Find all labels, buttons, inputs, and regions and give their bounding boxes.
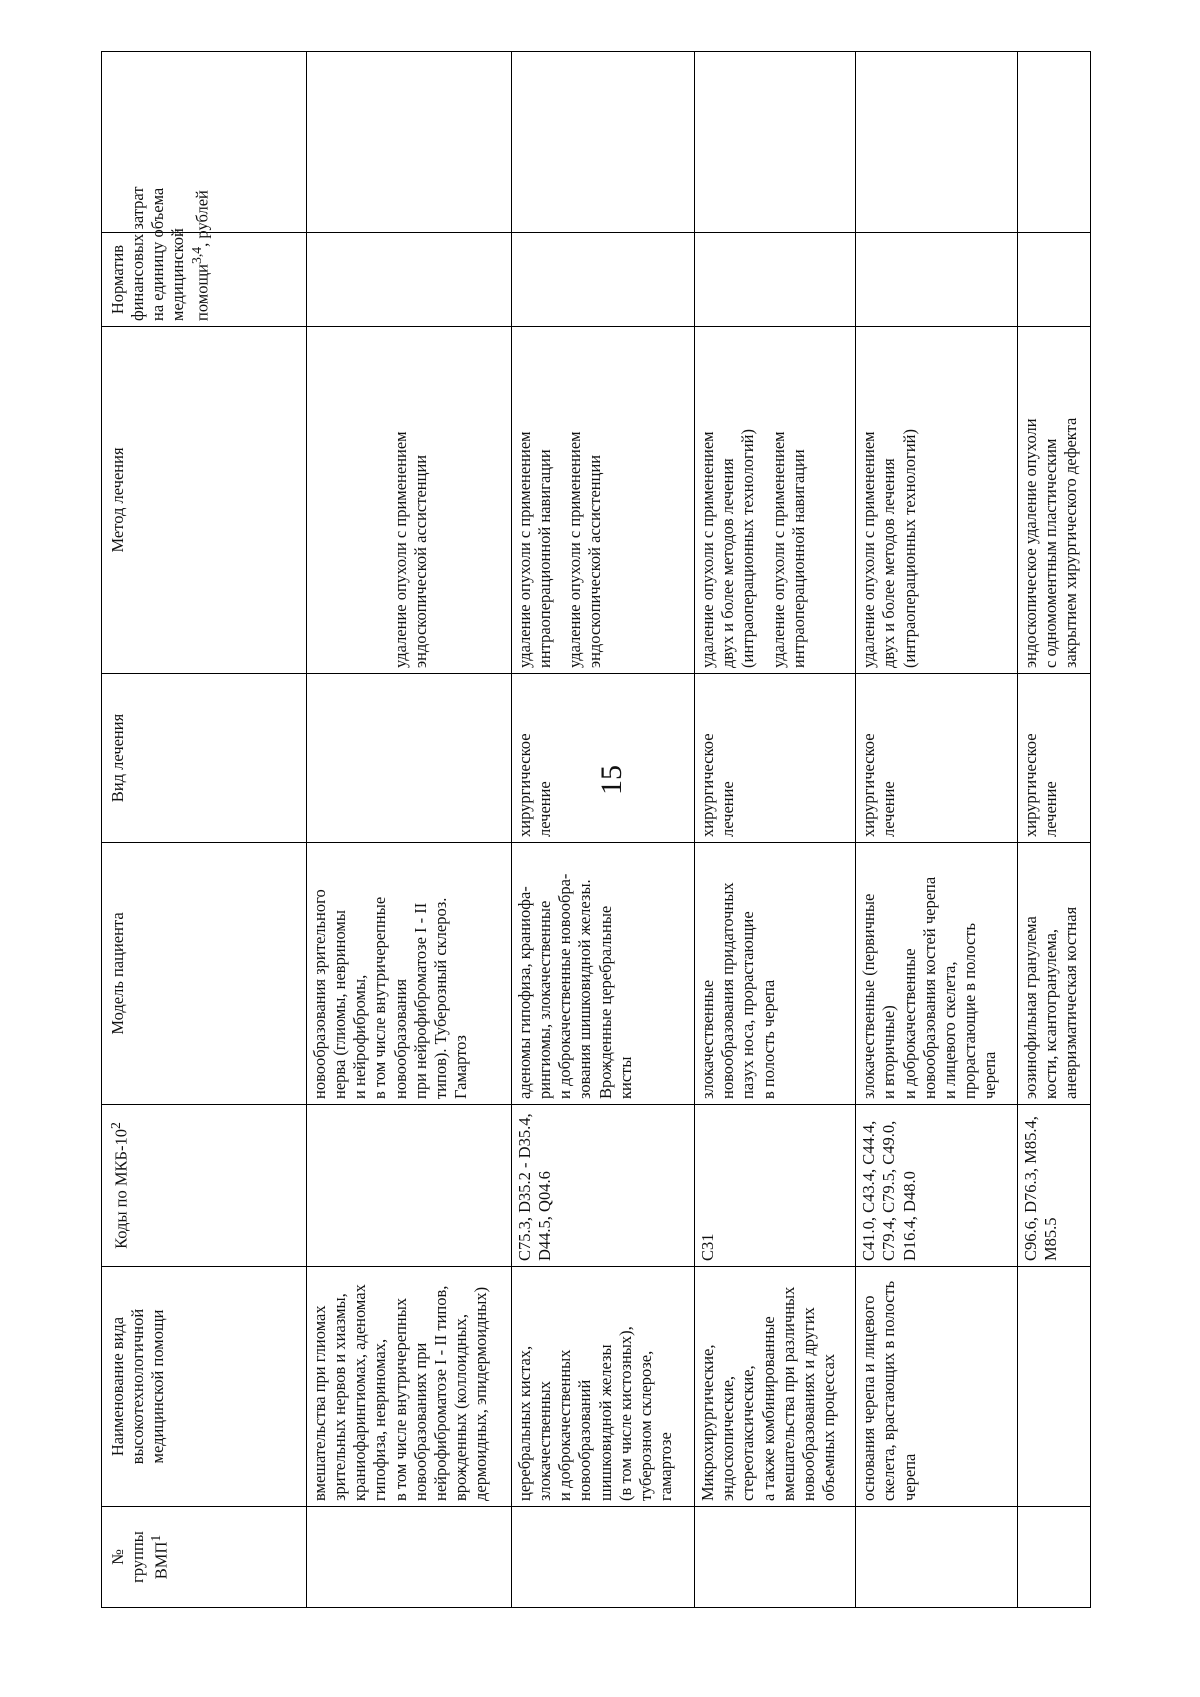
text-line: и доброкачественные xyxy=(899,948,919,1099)
text-line: краниофарингиомах, аденомах xyxy=(350,1284,370,1501)
treatment-method-cell xyxy=(512,327,695,674)
text-line: прорастающие в полость xyxy=(959,922,979,1099)
text-line: черепа xyxy=(980,1051,1000,1099)
treatment-type-cell xyxy=(695,674,856,843)
text-line: Гамартоз xyxy=(450,1035,470,1099)
treatment-type-cell xyxy=(856,674,1017,843)
text-line: и нейрофибромы, xyxy=(350,974,370,1099)
icd-codes-cell xyxy=(1017,1105,1091,1267)
text-line: D16.4, D48.0 xyxy=(899,1171,919,1261)
icd-codes-cell xyxy=(512,1105,695,1267)
treatment-type-cell xyxy=(1017,674,1091,843)
header-group-number: № группы ВМП$^1$ xyxy=(102,1507,307,1608)
text-line: новообразования придаточных xyxy=(718,882,738,1099)
vmp-table xyxy=(101,51,1091,1608)
text-line: кисты xyxy=(615,1056,635,1099)
text-line: C79.4, C79.5, C49.0, xyxy=(879,1120,899,1261)
text-line: новообразованиях и других xyxy=(798,1307,818,1501)
text-line: C75.3, D35.2 - D35.4, xyxy=(515,1113,535,1261)
text-line: (в том числе кистозных), xyxy=(615,1326,635,1501)
text-line: при нейрофиброматозе I - II xyxy=(410,902,430,1099)
cost-norm-cell xyxy=(512,233,695,327)
group-number-cell xyxy=(512,1507,695,1608)
text-line: вмешательства при глиомах xyxy=(310,1305,329,1501)
vmp-name-cell xyxy=(307,1267,512,1507)
header-row xyxy=(102,52,307,1608)
method-paragraph xyxy=(859,332,919,668)
text-line: злокачественные xyxy=(698,979,718,1099)
text-line: аневризматическая костная xyxy=(1060,906,1080,1099)
patient-model-cell xyxy=(307,843,512,1105)
patient-model-cell xyxy=(1017,843,1091,1105)
treatment-method-cell xyxy=(856,327,1017,674)
text-line: нерва (глиомы, невриномы xyxy=(330,910,350,1099)
text-line: лечение xyxy=(1040,781,1060,837)
text-line: D44.5, Q04.6 xyxy=(535,1171,555,1261)
header-treatment-method: Метод лечения xyxy=(102,327,307,674)
text-line: шишковидной железы xyxy=(595,1344,615,1501)
text-line: хирургическое xyxy=(1020,733,1040,837)
icd-codes-cell xyxy=(307,1105,512,1267)
text-line: удаление опухоли с применением xyxy=(698,431,718,668)
icd-codes-cell xyxy=(695,1105,856,1267)
text-line: с одномоментным пластическим xyxy=(1040,438,1060,668)
text-line: новообразования xyxy=(390,978,410,1099)
text-line: (интраоперационных технологий) xyxy=(899,429,919,668)
header-patient-model: Модель пациента xyxy=(102,843,307,1105)
cost-norm-cell xyxy=(856,233,1017,327)
text-line: и вторичные) xyxy=(879,1005,899,1099)
text-line: (интраоперационных технологий) xyxy=(738,429,758,668)
text-line: туберозном склерозе, xyxy=(635,1350,655,1501)
vmp-name-cell xyxy=(695,1267,856,1507)
text-line: эндоскопические, xyxy=(718,1375,738,1501)
text-line: и доброкачественных xyxy=(555,1349,575,1501)
text-line: новообразованиях при xyxy=(410,1342,430,1501)
text-line: хирургическое xyxy=(698,733,718,837)
method-paragraph xyxy=(515,332,555,668)
text-line: эндоскопической ассистенции xyxy=(410,454,430,668)
method-paragraph xyxy=(1021,332,1081,668)
text-line: закрытием хирургического дефекта xyxy=(1060,417,1080,668)
treatment-method-cell xyxy=(695,327,856,674)
rotated-table-container xyxy=(101,52,1091,1608)
cost-norm-cell xyxy=(695,233,856,327)
text-line: удаление опухоли с применением xyxy=(565,431,585,668)
header-treatment-type: Вид лечения xyxy=(102,674,307,843)
text-line: новообразования зрительного xyxy=(310,889,329,1099)
text-line: стереотаксические, xyxy=(738,1365,758,1501)
patient-model-cell xyxy=(856,843,1017,1105)
text-line: черепа xyxy=(899,1453,919,1501)
text-line: новообразований xyxy=(575,1379,595,1501)
text-line: C31 xyxy=(698,1233,718,1261)
text-line: удаление опухоли с применением xyxy=(859,431,879,668)
icd-codes-cell xyxy=(856,1105,1017,1267)
treatment-method-cell xyxy=(307,327,512,674)
text-line: а также комбинированные xyxy=(758,1316,778,1501)
method-paragraph xyxy=(565,332,605,668)
cost-norm-cell xyxy=(307,233,512,327)
table-row xyxy=(512,52,695,1608)
text-line: эозинофильная гранулема xyxy=(1020,916,1040,1099)
text-line xyxy=(330,332,350,668)
table-row xyxy=(695,52,856,1608)
text-line: аденомы гипофиза, краниофа- xyxy=(515,886,535,1099)
text-line: лечение xyxy=(879,781,899,837)
text-line: скелета, врастающих в полость xyxy=(879,1280,899,1501)
header-vmp-name: Наименование вида высокотехнологичной медицинской помощи xyxy=(102,1267,307,1507)
text-line: хирургическое xyxy=(515,733,535,837)
text-line: эндоскопической ассистенции xyxy=(585,454,605,668)
text-line: удаление опухоли с применением xyxy=(768,431,788,668)
text-line: зрительных нервов и хиазмы, xyxy=(330,1293,350,1501)
patient-model-cell xyxy=(695,843,856,1105)
header-icd-codes: Коды по МКБ-$10^2$ xyxy=(102,1105,307,1267)
table-body xyxy=(307,52,1091,1608)
text-line: C96.6, D76.3, M85.4, xyxy=(1020,1116,1040,1261)
text-line: двух и более методов лечения xyxy=(879,458,899,668)
text-line xyxy=(370,332,390,668)
text-line: нейрофиброматозе I - II типов, xyxy=(430,1285,450,1501)
text-line: хирургическое xyxy=(859,733,879,837)
text-line: удаление опухоли с применением xyxy=(390,431,410,668)
method-paragraph xyxy=(769,332,809,668)
page-number: 15 xyxy=(595,765,628,795)
text-line: церебральных кистах, xyxy=(515,1345,535,1501)
text-line: зования шишковидной железы. xyxy=(575,879,595,1099)
group-number-cell xyxy=(1017,1507,1091,1608)
text-line: гамартозе xyxy=(655,1432,675,1501)
blank-cell xyxy=(307,52,512,233)
text-line: объемных процессах xyxy=(818,1353,838,1501)
text-line: в том числе внутричерепные xyxy=(370,896,390,1099)
text-line: в полость черепа xyxy=(758,979,778,1099)
text-line: злокачественных xyxy=(535,1380,555,1501)
table-row xyxy=(856,52,1017,1608)
text-line: M85.5 xyxy=(1040,1217,1060,1261)
treatment-method-cell xyxy=(1017,327,1091,674)
table-row xyxy=(307,52,512,1608)
text-line: дермоидных, эпидермоидных) xyxy=(471,1286,490,1501)
text-line: типов). Туберозный склероз. xyxy=(430,897,450,1099)
method-paragraph xyxy=(310,332,431,668)
text-line: Микрохирургические, xyxy=(698,1344,718,1501)
text-line xyxy=(310,332,330,668)
treatment-type-cell xyxy=(512,674,695,843)
blank-cell xyxy=(695,52,856,233)
vmp-name-cell xyxy=(512,1267,695,1507)
text-line: врожденных (коллоидных, xyxy=(450,1313,470,1501)
text-line: и лицевого скелета, xyxy=(939,961,959,1099)
group-number-cell xyxy=(307,1507,512,1608)
text-line: двух и более методов лечения xyxy=(718,458,738,668)
vmp-name-cell xyxy=(1017,1267,1091,1507)
blank-cell xyxy=(512,52,695,233)
text-line: основания черепа и лицевого xyxy=(859,1295,879,1501)
text-line: вмешательства при различных xyxy=(778,1286,798,1501)
patient-model-cell xyxy=(512,843,695,1105)
blank-cell xyxy=(1017,52,1091,233)
treatment-type-cell xyxy=(307,674,512,843)
text-line: лечение xyxy=(535,781,555,837)
text-line: интраоперационной навигации xyxy=(788,449,808,668)
text-line: C41.0, C43.4, C44.4, xyxy=(859,1120,879,1261)
text-line: гипофиза, невриномах, xyxy=(370,1338,390,1501)
text-line: интраоперационной навигации xyxy=(535,449,555,668)
table-row xyxy=(1017,52,1091,1608)
text-line: удаление опухоли с применением xyxy=(515,431,535,668)
text-line xyxy=(350,332,370,668)
text-line: новообразования костей черепа xyxy=(919,876,939,1099)
text-line: эндоскопическое удаление опухоли xyxy=(1020,418,1040,668)
text-line: Врожденные церебральные xyxy=(595,905,615,1099)
text-line: пазух носа, прорастающие xyxy=(738,911,758,1099)
text-line: рингиомы, злокачественные xyxy=(535,900,555,1099)
method-paragraph xyxy=(698,332,758,668)
header-cost-norm: Норматив финансовых затрат на единицу объема медицинской помощи$^{3,4}$, рублей xyxy=(102,233,307,327)
group-number-cell xyxy=(856,1507,1017,1608)
text-line: злокачественные (первичные xyxy=(859,893,879,1099)
text-line: в том числе внутричерепных xyxy=(390,1297,410,1501)
blank-cell xyxy=(856,52,1017,233)
cost-norm-cell xyxy=(1017,233,1091,327)
group-number-cell xyxy=(695,1507,856,1608)
vmp-name-cell xyxy=(856,1267,1017,1507)
text-line: лечение xyxy=(718,781,738,837)
text-line: кости, ксантогранулема, xyxy=(1040,928,1060,1099)
text-line: и доброкачественные новообра- xyxy=(555,873,575,1099)
